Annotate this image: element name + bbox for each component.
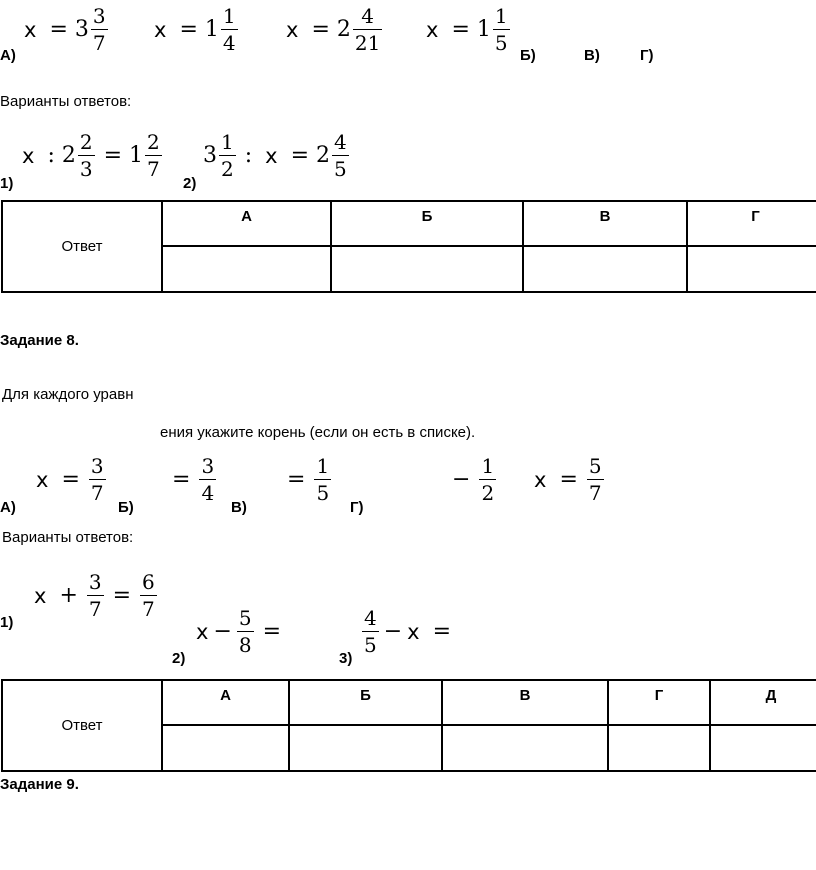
equation-b: x = 1 $\frac{1}{4}$ [154,4,236,55]
option-2-number: 2) [183,175,197,192]
task8-answer-cell-e[interactable] [710,725,816,771]
task8-answer-cell-a[interactable] [162,725,289,771]
task8-option-3-number: 3) [339,650,353,667]
task8-label-d: Г) [350,499,364,516]
task8-intro-part1: Для каждого уравн [2,386,134,403]
task8-header-e: Д [710,680,816,725]
root-c: = $\frac{1}{5}$ [287,454,330,505]
task8-title: Задание 8. [0,332,79,349]
task8-option-3-expression: $\frac{4}{5}$ − x = [364,606,452,657]
task8-label-c: В) [231,499,247,516]
task8-header-a: А [162,680,289,725]
root-b: = $\frac{3}{4}$ [172,454,215,505]
label-a: А) [0,47,16,64]
equation-a: x = 3 $\frac{3}{7}$ [24,4,106,55]
answer-cell-b[interactable] [331,246,523,292]
task8-option-1-number: 1) [0,614,14,631]
equation-c: x = 2 $\frac{4}{21}$ [286,4,381,55]
equation-d: x = 1 $\frac{1}{5}$ [426,4,508,55]
option-2-expression: 3 $\frac{1}{2}$ : x = 2 $\frac{4}{5}$ [203,130,347,181]
task8-answer-cell-c[interactable] [442,725,608,771]
root-a: x = $\frac{3}{7}$ [36,454,104,505]
task8-label-a: А) [0,499,16,516]
root-e: x = $\frac{5}{7}$ [534,454,602,505]
task8-option-2-number: 2) [172,650,186,667]
answer-cell-d[interactable] [687,246,816,292]
task8-answer-cell-d[interactable] [608,725,710,771]
answer-label: Ответ [2,201,162,292]
answer-table-task8 [1,679,816,772]
label-d: Г) [640,47,654,64]
task8-header-d: Г [608,680,710,725]
label-c: В) [584,47,600,64]
header-c: В [523,201,687,246]
task9-title: Задание 9. [0,776,79,793]
header-d: Г [687,201,816,246]
header-b: Б [331,201,523,246]
task8-header-b: Б [289,680,442,725]
task8-answer-cell-b[interactable] [289,725,442,771]
task8-label-b: Б) [118,499,134,516]
answer-cell-a[interactable] [162,246,331,292]
header-a: А [162,201,331,246]
option-1-expression: x : 2 $\frac{2}{3}$ = 1 $\frac{2}{7}$ [22,130,160,181]
task8-header-c: В [442,680,608,725]
answer-cell-c[interactable] [523,246,687,292]
option-1-number: 1) [0,175,14,192]
root-d: − $\frac{1}{2}$ [452,454,495,505]
task8-option-1-expression: x + $\frac{3}{7}$ = $\frac{6}{7}$ [34,570,155,621]
task8-option-2-expression: x − $\frac{5}{8}$ = [196,606,282,657]
variants-title: Варианты ответов: [0,93,132,110]
label-b: Б) [520,47,536,64]
task8-answer-label: Ответ [2,680,162,771]
answer-table-task7 [1,200,816,293]
task8-intro-part2: ения укажите корень (если он есть в списке). [160,424,476,441]
task8-variants-title: Варианты ответов: [2,529,134,546]
